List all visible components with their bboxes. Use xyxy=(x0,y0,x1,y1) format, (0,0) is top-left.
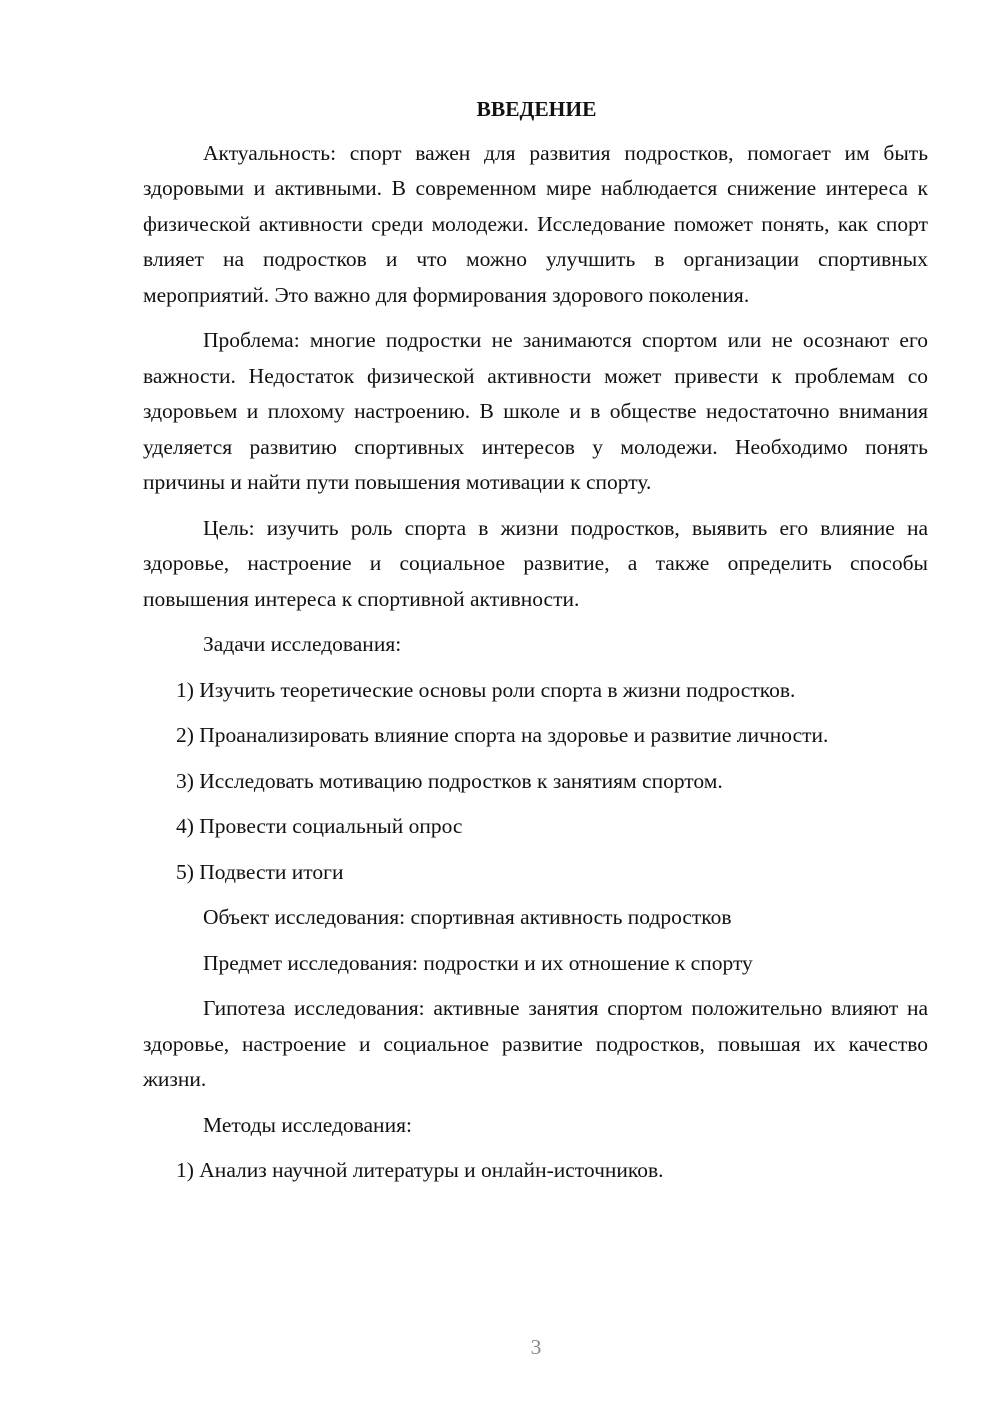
hypothesis-paragraph: Гипотеза исследования: активные занятия спортом положительно влияют на здоровье, настроение и социальное развитие подростков, повышая их качество жизни. xyxy=(143,996,928,1091)
task-item: 3) Исследовать мотивацию подростков к занятиям спортом. xyxy=(176,768,723,793)
research-subject: Предмет исследования: подростки и их отношение к спорту xyxy=(203,950,753,975)
method-item: 1) Анализ научной литературы и онлайн-источников. xyxy=(176,1158,664,1182)
problem-paragraph: Проблема: многие подростки не занимаются спортом или не осознают его важности. Недостаток физической активности может привести к проблемам со здоровьем и плохому настроению. В школе и в обществе недостаточно внимания уделяется развитию спортивных интересов у молодежи. Необходимо понять причины и найти пути повышения мотивации к спорту. xyxy=(143,328,928,494)
task-item: 5) Подвести итоги xyxy=(176,859,344,884)
task-item: 2) Проанализировать влияние спорта на здоровье и развитие личности. xyxy=(176,723,829,747)
section-heading: ВВЕДЕНИЕ xyxy=(476,97,597,121)
relevance-paragraph: Актуальность: спорт важен для развития подростков, помогает им быть здоровыми и активными. В современном мире наблюдается снижение интереса к физической активности среди молодежи. Исследование поможет понять, как спорт влияет на подростков и что можно улучшить в организации спортивных мероприятий. Это важно для формирования здорового поколения. xyxy=(143,140,928,307)
goal-paragraph: Цель: изучить роль спорта в жизни подростков, выявить его влияние на здоровье, настроение и социальное развитие, а также определить способы повышения интереса к спортивной активности. xyxy=(143,515,928,611)
research-object: Объект исследования: спортивная активность подростков xyxy=(203,905,732,929)
task-item: 4) Провести социальный опрос xyxy=(176,814,463,838)
task-item: 1) Изучить теоретические основы роли спорта в жизни подростков. xyxy=(176,677,796,702)
page-number: 3 xyxy=(530,1335,542,1359)
page-content xyxy=(143,92,928,1199)
tasks-label: Задачи исследования: xyxy=(203,632,402,656)
methods-label: Методы исследования: xyxy=(203,1112,412,1137)
